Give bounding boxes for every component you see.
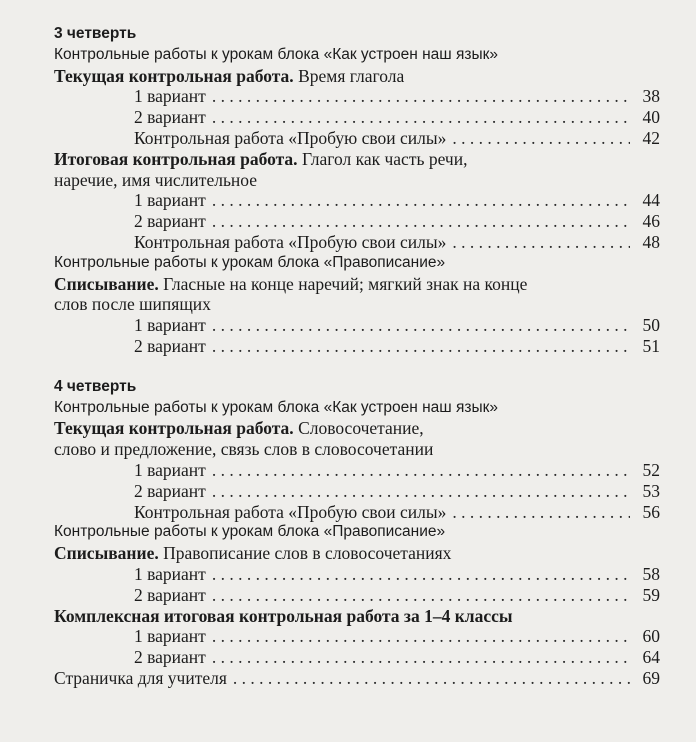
toc-entry[interactable] (54, 315, 660, 336)
leader-dots (212, 86, 630, 107)
toc-entry-label: 2 вариант (134, 107, 206, 128)
leader-dots (212, 481, 630, 502)
toc-entry[interactable] (54, 190, 660, 211)
section-title-continued: слов после шипящих (54, 294, 211, 315)
toc-entry-page: 38 (642, 86, 660, 107)
toc-entry-page: 56 (642, 501, 660, 522)
toc-entry[interactable] (54, 626, 660, 647)
quarter-3-heading: 3 четверть (54, 25, 137, 42)
toc-entry-page: 40 (642, 107, 660, 128)
quarter-4-heading: 4 четверть (54, 377, 137, 395)
leader-dots (212, 315, 630, 336)
section-title-continued: слово и предложение, связь слов в словосочетании (54, 439, 434, 460)
section-title-rest: Правописание слов в словосочетаниях (158, 543, 452, 564)
leader-dots (212, 336, 630, 357)
leader-dots (233, 668, 630, 689)
block-title-language: Контрольные работы к урокам блока «Как устроен наш язык» (54, 45, 499, 63)
toc-entry-label: 2 вариант (134, 211, 206, 232)
toc-entry-label: 1 вариант (134, 190, 206, 211)
section-title-bold: Текущая контрольная работа. (54, 65, 294, 86)
leader-dots (212, 626, 630, 647)
toc-entry[interactable] (54, 460, 660, 481)
toc-entry-label: Контрольная работа «Пробую свои силы» (134, 127, 447, 148)
section-title (54, 66, 660, 87)
section-title (54, 274, 660, 295)
toc-entry-page: 50 (642, 315, 660, 336)
toc-entry-label: 1 вариант (134, 626, 206, 647)
toc-entry-page: 60 (642, 626, 660, 647)
toc-entry-label: Страничка для учителя (54, 667, 227, 688)
toc-entry[interactable] (54, 481, 660, 502)
toc-entry-page: 59 (642, 584, 660, 605)
toc-entry-page: 53 (642, 480, 660, 501)
section-title (54, 418, 660, 439)
toc-entry-page: 52 (642, 459, 660, 480)
section-title-continued: наречие, имя числительное (54, 169, 258, 190)
toc-entry[interactable] (54, 128, 660, 149)
toc-entry-label: Контрольная работа «Пробую свои силы» (134, 231, 447, 252)
section-title-rest: Гласные на конце наречий; мягкий знак на конце (158, 273, 528, 294)
block-title-spelling: Контрольные работы к урокам блока «Правописание» (54, 253, 446, 271)
toc-entry[interactable] (54, 211, 660, 232)
section-title-bold: Итоговая контрольная работа. (54, 148, 298, 169)
section-title (54, 149, 660, 170)
toc-entry[interactable] (54, 585, 660, 606)
section-title-bold: Списывание. (54, 273, 159, 294)
toc-entry-label: Контрольная работа «Пробую свои силы» (134, 501, 447, 522)
leader-dots (212, 190, 630, 211)
leader-dots (212, 107, 630, 128)
toc-entry-page: 46 (642, 211, 660, 232)
leader-dots (212, 564, 630, 585)
toc-entry[interactable] (54, 647, 660, 668)
leader-dots (212, 585, 630, 606)
toc-entry-label: 2 вариант (134, 335, 206, 356)
section-title-bold: Текущая контрольная работа. (54, 418, 294, 439)
block-title-spelling: Контрольные работы к урокам блока «Правописание» (54, 523, 446, 541)
section-title-rest: Словосочетание, (293, 418, 424, 439)
toc-entry-page: 44 (642, 190, 660, 211)
toc-entry[interactable] (54, 86, 660, 107)
toc-entry-teacher-page[interactable] (54, 668, 660, 689)
leader-dots (212, 647, 630, 668)
table-of-contents (54, 24, 660, 689)
toc-entry-label: 1 вариант (134, 563, 206, 584)
leader-dots (212, 211, 630, 232)
section-title-bold: Списывание. (54, 543, 159, 564)
toc-entry-label: 1 вариант (134, 459, 206, 480)
toc-entry-page: 69 (642, 667, 660, 688)
toc-entry-page: 48 (642, 231, 660, 252)
toc-entry[interactable] (54, 107, 660, 128)
toc-entry[interactable] (54, 564, 660, 585)
toc-entry[interactable] (54, 502, 660, 523)
toc-entry-page: 58 (642, 563, 660, 584)
complex-work-title: Комплексная итоговая контрольная работа за 1–4 классы (54, 605, 513, 626)
leader-dots (452, 128, 630, 149)
toc-entry-label: 1 вариант (134, 86, 206, 107)
section-title (54, 543, 660, 564)
leader-dots (452, 232, 630, 253)
toc-entry-label: 2 вариант (134, 647, 206, 668)
toc-entry-page: 64 (642, 647, 660, 668)
toc-entry-label: 2 вариант (134, 584, 206, 605)
section-title-rest: Глагол как часть речи, (297, 148, 468, 169)
section-gap (54, 357, 660, 377)
toc-entry-page: 42 (642, 127, 660, 148)
toc-entry-page: 51 (642, 335, 660, 356)
toc-entry-label: 1 вариант (134, 315, 206, 336)
leader-dots (212, 460, 630, 481)
toc-entry[interactable] (54, 336, 660, 357)
leader-dots (452, 502, 630, 523)
section-title-rest: Время глагола (293, 65, 405, 86)
toc-entry[interactable] (54, 232, 660, 253)
block-title-language: Контрольные работы к урокам блока «Как устроен наш язык» (54, 398, 499, 416)
toc-entry-label: 2 вариант (134, 480, 206, 501)
